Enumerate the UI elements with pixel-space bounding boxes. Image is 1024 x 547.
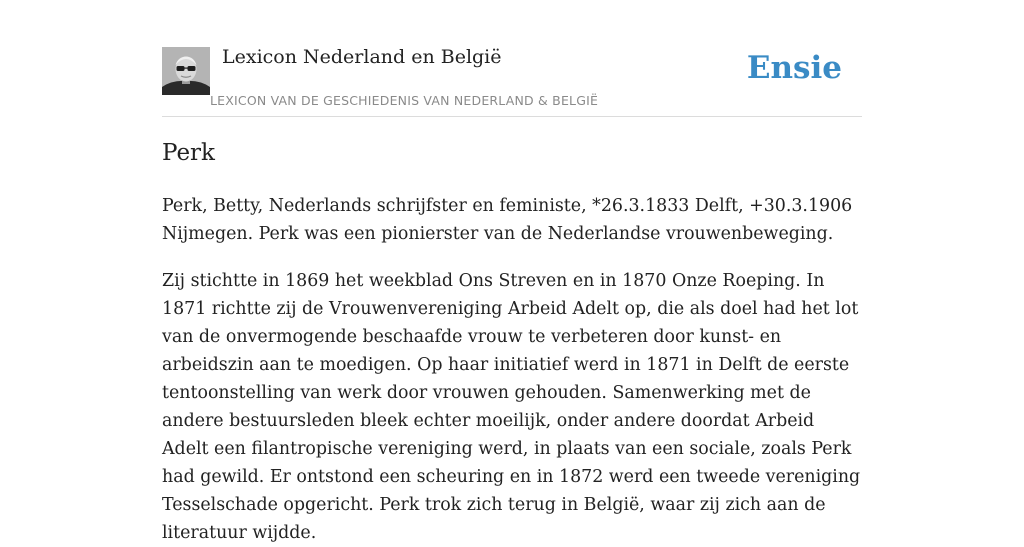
author-avatar[interactable] xyxy=(162,47,210,95)
site-header xyxy=(162,0,862,117)
page-container xyxy=(162,0,862,543)
ensie-logo-link[interactable]: Ensie xyxy=(746,50,842,86)
article-paragraph-2: Zij stichtte in 1869 het weekblad Ons Streven en in 1870 Onze Roeping. In 1871 richtte zij de Vrouwenvereniging Arbeid Adelt op, die als doel had het lot van de onvermogende beschaafde vrouw te verbeteren door kunst- en arbeidszin aan te moedigen. Op haar initiatief werd in 1871 in Delft de eerste tentoonstelling van werk door vrouwen gehouden. Samenwerking met de andere bestuursleden bleek echter moeilijk, onder andere doordat Arbeid Adelt een filantropische vereniging werd, in plaats van een sociale, zoals Perk had gewild. Er ontstond een scheuring en in 1872 werd een tweede vereniging Tesselschade opgericht. Perk trok zich terug in België, waar zij zich aan de literatuur wijdde. xyxy=(162,271,861,543)
site-title-link[interactable]: Lexicon Nederland en België xyxy=(222,46,502,68)
page-title: Perk xyxy=(162,140,215,166)
site-subtitle: LEXICON VAN DE GESCHIEDENIS VAN NEDERLAND & BELGIË xyxy=(210,93,599,108)
avatar-portrait-icon xyxy=(162,47,210,95)
article-paragraph-1: Perk, Betty, Nederlands schrijfster en feministe, *26.3.1833 Delft, +30.3.1906 Nijmegen. Perk was een pionierster van de Nederlandse vrouwenbeweging. xyxy=(162,196,853,244)
